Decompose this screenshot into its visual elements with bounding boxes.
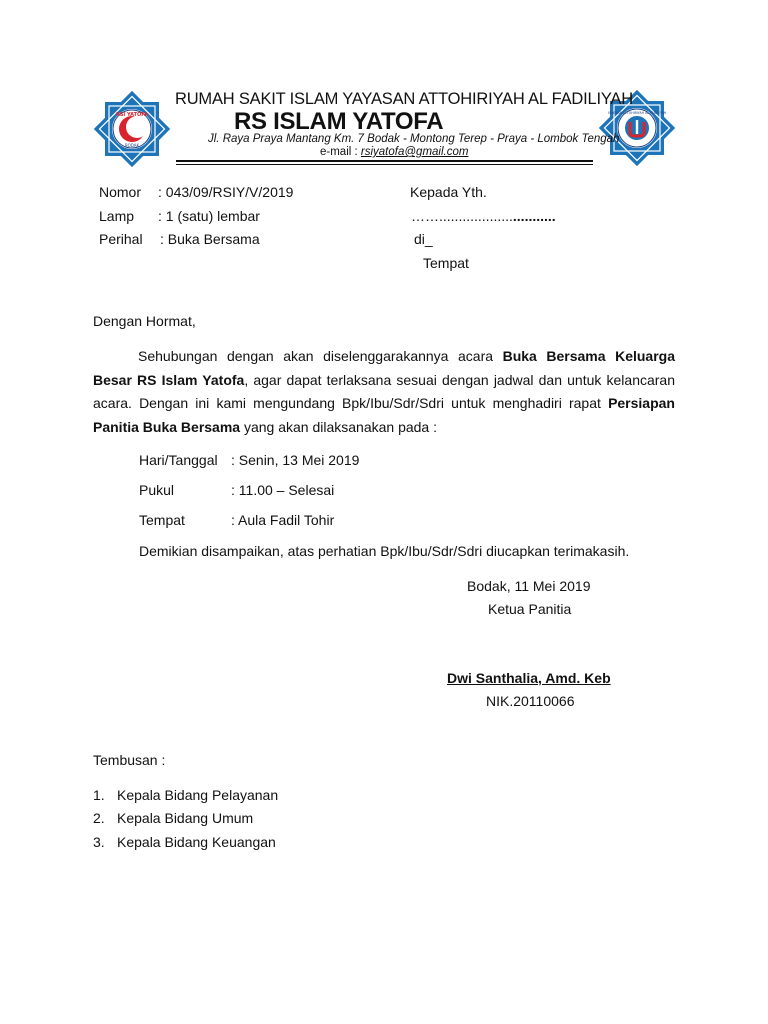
tembusan-label: Tembusan :	[93, 752, 166, 768]
hospital-logo-left	[92, 89, 172, 169]
recipient-name-blank	[411, 208, 556, 225]
signature-name: Dwi Santhalia, Amd. Keb	[447, 670, 611, 686]
email-address: rsiyatofa@gmail.com	[360, 146, 469, 158]
paragraph-event-name: Buka Bersama Keluarga Besar RS Islam Yatofa	[93, 348, 675, 388]
tembusan-item-text: Kepala Bidang Keuangan	[117, 834, 276, 850]
logo-right-text: YAYASAN ATTOHIRIYAH AL FADILIYAH	[607, 111, 667, 115]
perihal-value: : Buka Bersama	[160, 231, 260, 247]
detail-value-time: : 11.00 – Selesai	[231, 482, 335, 498]
tembusan-item-number: 2.	[93, 810, 105, 826]
paragraph-text-2: , agar dapat terlaksana sesuai dengan jadwal dan untuk kelancaran acara. Dengan ini kami mengundang Bpk/Ibu/Sdr/Sdri untuk menghadiri rapat	[93, 371, 675, 411]
letterhead-divider	[176, 160, 593, 162]
perihal-label: Perihal	[99, 231, 143, 247]
signature-nik: NIK.20110066	[486, 693, 575, 709]
tembusan-item-text: Kepala Bidang Umum	[117, 810, 254, 826]
nomor-value: : 043/09/RSIY/V/2019	[158, 184, 294, 200]
signature-role: Ketua Panitia	[488, 601, 572, 617]
paragraph-text-1: Sehubungan dengan akan diselenggarakannya acara	[138, 348, 503, 364]
logo-left-bottom: BODAK	[124, 143, 140, 148]
detail-label-date: Hari/Tanggal	[139, 452, 218, 468]
tembusan-item-number: 3.	[93, 834, 105, 850]
recipient-di: di_	[414, 231, 433, 247]
detail-value-date: : Senin, 13 Mei 2019	[231, 452, 360, 468]
letterhead-title: RUMAH SAKIT ISLAM YAYASAN ATTOHIRIYAH AL FADILIYAH	[175, 90, 633, 108]
body-paragraph	[93, 345, 675, 439]
lamp-value: : 1 (satu) lembar	[158, 208, 260, 224]
letterhead-divider-thin	[176, 164, 593, 165]
recipient-salutation: Kepada Yth.	[410, 184, 487, 200]
recipient-dots: ……...................	[411, 208, 513, 224]
letterhead-address: Jl. Raya Praya Mantang Km. 7 Bodak - Montong Terep - Praya - Lombok Tengah	[208, 133, 620, 145]
closing-sentence: Demikian disampaikan, atas perhatian Bpk/Ibu/Sdr/Sdri diucapkan terimakasih.	[139, 543, 630, 559]
signature-place-date: Bodak, 11 Mei 2019	[467, 578, 591, 594]
tembusan-item-text: Kepala Bidang Pelayanan	[117, 787, 279, 803]
paragraph-text-3: yang akan dilaksanakan pada :	[240, 418, 438, 435]
email-label: e-mail :	[320, 146, 358, 158]
greeting: Dengan Hormat,	[93, 313, 196, 329]
lamp-label: Lamp	[99, 208, 135, 224]
nomor-label: Nomor	[99, 184, 142, 200]
logo-left-text: RSI YATOFA	[115, 112, 149, 118]
detail-label-time: Pukul	[139, 482, 175, 498]
paragraph-meeting-name: Persiapan Panitia Buka Bersama	[93, 395, 675, 435]
letterhead-email-line	[320, 146, 468, 158]
recipient-tempat: Tempat	[423, 255, 469, 271]
recipient-dots-bold: ...........	[512, 208, 556, 224]
tembusan-item-number: 1.	[93, 787, 105, 803]
detail-label-place: Tempat	[139, 512, 185, 528]
detail-value-place: : Aula Fadil Tohir	[231, 512, 335, 528]
letterhead-hospital-name: RS ISLAM YATOFA	[234, 108, 444, 135]
